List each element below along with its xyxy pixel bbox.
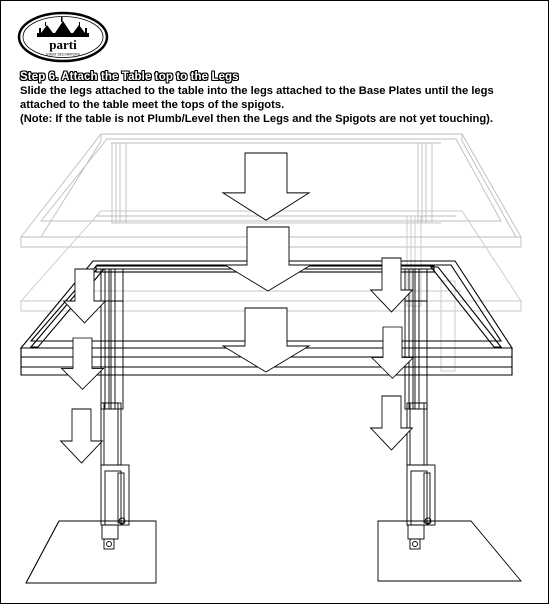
instruction-line-1: Slide the legs attached to the table into the legs attached to the Base Plates until the legs: [20, 85, 494, 97]
logo-tagline: EVENT DECORATORS: [46, 52, 80, 57]
instruction-line-2: attached to the table meet the tops of the spigots.: [20, 99, 285, 111]
down-arrow-icon: [223, 308, 309, 372]
down-arrow-icon: [371, 396, 413, 450]
down-arrow-icon: [61, 409, 103, 463]
base-plate-right: [378, 521, 521, 581]
instruction-note: (Note: If the table is not Plumb/Level then the Legs and the Spigots are not yet touching).: [20, 113, 494, 125]
down-arrow-icon: [372, 327, 414, 378]
assembly-diagram: [1, 1, 548, 603]
base-plate-left: [26, 521, 156, 583]
logo-wordmark: parti: [49, 37, 77, 52]
down-arrow-icon: [62, 338, 104, 389]
down-arrow-icon: [223, 153, 309, 220]
step-title: Step 6. Attach the Table top to the Legs: [20, 71, 239, 83]
